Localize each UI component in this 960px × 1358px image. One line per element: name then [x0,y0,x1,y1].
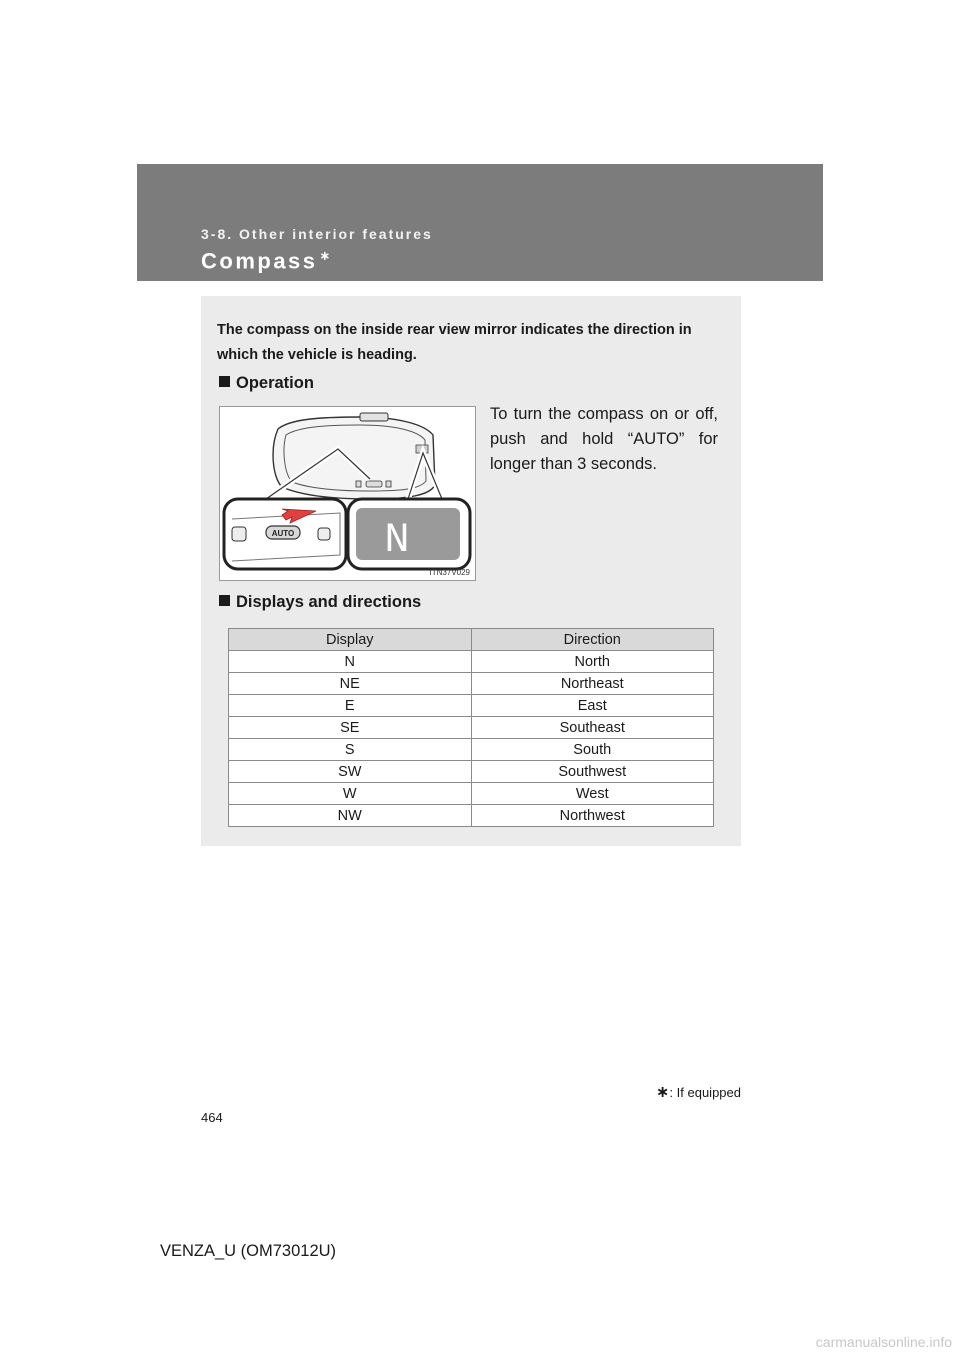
displays-heading [219,593,421,612]
mirror-button-left [356,481,361,487]
footnote [600,1082,741,1102]
display-cell: W [229,783,472,805]
title-asterisk: ∗ [319,248,333,263]
zoom-button-left [232,527,246,541]
table-row [229,761,714,783]
direction-cell: Southwest [471,761,714,783]
operation-instruction: To turn the compass on or off, push and hold “AUTO” for longer than 3 seconds. [490,405,718,473]
display-cell: NE [229,673,472,695]
direction-cell: Southeast [471,717,714,739]
table-row [229,739,714,761]
table-row [229,783,714,805]
mirror-button-center [366,481,382,487]
table-row [229,673,714,695]
mirror-button-right [386,481,391,487]
column-header-direction: Direction [471,629,714,651]
page-title-text: Compass [201,248,318,274]
direction-cell: Northeast [471,673,714,695]
displays-heading-text: Displays and directions [236,593,422,611]
direction-cell: North [471,651,714,673]
header-bar [137,164,823,281]
display-cell: SW [229,761,472,783]
direction-cell: West [471,783,714,805]
display-cell: N [229,651,472,673]
mirror-mount [360,413,388,421]
table-row [229,805,714,827]
column-header-display: Display [229,629,472,651]
intro-text: The compass on the inside rear view mirror indicates the direction in which the vehicle is heading. [217,322,692,363]
section-label: 3-8. Other interior features [201,226,433,242]
display-cell: SE [229,717,472,739]
operation-heading [219,374,314,393]
page-title [201,248,333,274]
figure-code: ITN37V029 [429,568,470,577]
compass-display-letter: N [384,516,410,564]
document-code: VENZA_U (OM73012U) [160,1242,337,1260]
operation-heading-text: Operation [236,374,314,392]
direction-cell: Northwest [471,805,714,827]
display-cell: NW [229,805,472,827]
display-cell: S [229,739,472,761]
footnote-mark: ∗ [656,1084,670,1101]
direction-cell: South [471,739,714,761]
table-row [229,717,714,739]
watermark: carmanualsonline.info [815,1334,952,1350]
zoom-button-right [318,528,330,540]
footnote-text: : If equipped [669,1085,741,1100]
display-cell: E [229,695,472,717]
table-header-row [229,629,714,651]
auto-button-label: AUTO [271,529,295,538]
directions-table [228,628,714,827]
table-row [229,651,714,673]
square-bullet-icon [219,595,230,606]
mirror-illustration-drawing [220,407,475,580]
table-row [229,695,714,717]
mirror-illustration [219,406,476,581]
page-number: 464 [201,1110,223,1125]
content-panel [201,296,741,846]
direction-cell: East [471,695,714,717]
square-bullet-icon [219,376,230,387]
